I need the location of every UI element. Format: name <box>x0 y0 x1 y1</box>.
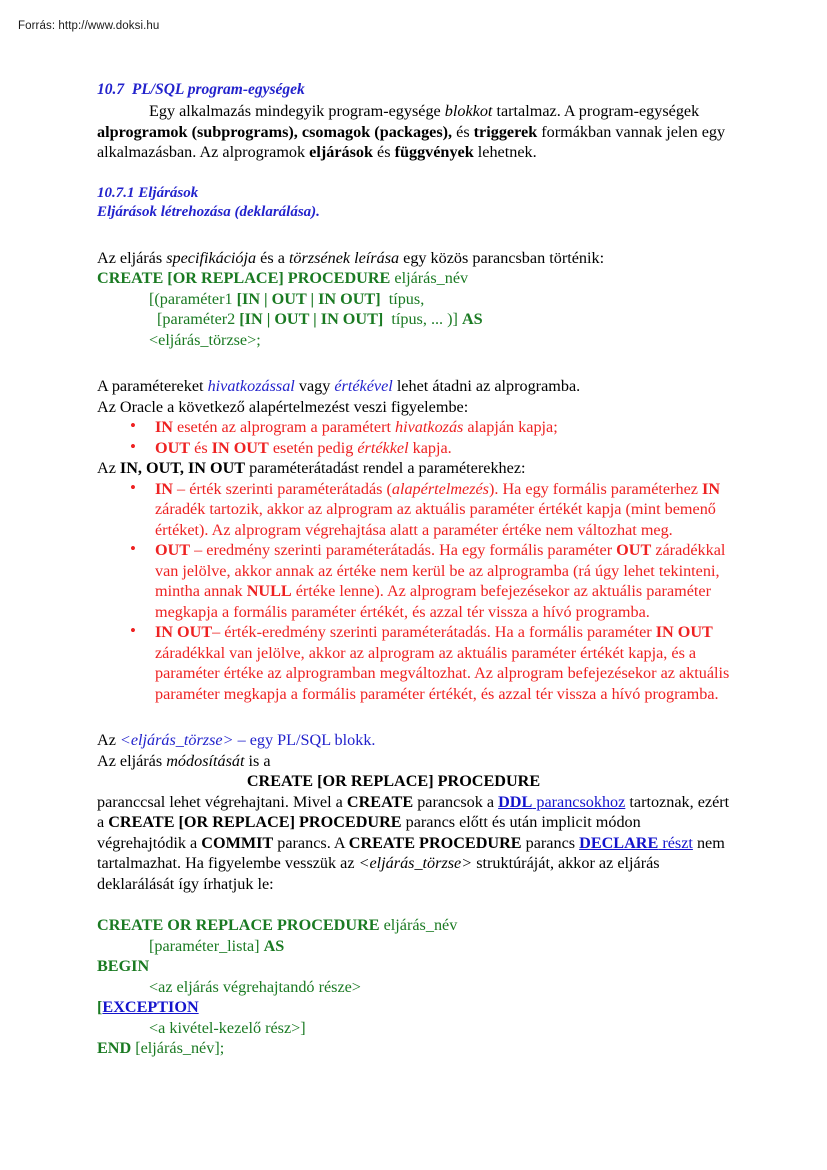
syntax-block-2-line-4: <az eljárás végrehajtandó része> <box>149 977 361 996</box>
mode-out-name: OUT <box>155 541 191 559</box>
bullet-inout-keyword: IN OUT <box>211 438 269 457</box>
bodydesc-text-4: is a <box>244 751 271 770</box>
mode-in-name: IN <box>155 479 173 498</box>
passing3-keywords: IN, OUT, IN OUT <box>119 459 246 477</box>
declare-link-rest: részt <box>658 833 693 852</box>
bodydesc-bold-create-procedure: CREATE PROCEDURE <box>348 833 522 852</box>
intro-text-6: lehetnek. <box>473 143 537 161</box>
bodydesc-bold-create: CREATE <box>346 792 414 811</box>
mode-in-bold-2: IN <box>702 479 721 498</box>
spec-emphasis-specifikacioja: specifikációja <box>166 248 257 267</box>
bodydesc-text-10: parancs <box>521 833 580 852</box>
syntax-1-modes-2: [IN | OUT | IN OUT] <box>239 310 384 328</box>
bodydesc-text-2: – egy PL/SQL blokk. <box>233 731 376 749</box>
mode-in-emphasis: alapértelmezés <box>391 479 489 498</box>
syntax-2-procedure-name: eljárás_név <box>379 916 458 934</box>
heading-10-7-title: PL/SQL program-egységek <box>131 81 305 98</box>
mode-in-seg-2: ). Ha egy formális paraméterhez <box>488 479 703 498</box>
bullet-in-keyword: IN <box>155 418 173 436</box>
syntax-block-1-line-3 <box>97 309 730 330</box>
bodydesc-text-3: Az eljárás <box>97 751 167 770</box>
mode-out-bold-2: OUT <box>616 541 652 559</box>
mode-out-seg-3: értéke lenne). Az alprogram befejezésekor az aktuális paraméter megkapja a formális paraméter értékét, és azzal tér vissza a hívó programba. <box>155 582 711 621</box>
intro-text-5: és <box>373 143 395 161</box>
bullet-out-text-3: kapja. <box>408 438 452 457</box>
mode-inout-bold-2: IN OUT <box>655 623 713 641</box>
exception-link[interactable] <box>102 998 198 1016</box>
mode-inout-seg-1: – érték-eredmény szerinti paraméterátadás. Ha a formális paraméter <box>212 623 656 641</box>
mode-out-bold-null: NULL <box>246 582 292 600</box>
intro-bold-fuggvenyek: függvények <box>394 143 474 161</box>
bullet-out-text-2: esetén pedig <box>268 438 358 457</box>
bodydesc-emphasis-modositasat: módosítását <box>166 751 245 770</box>
syntax-block-2-line-6: <a kivétel-kezelő rész>] <box>149 1018 306 1037</box>
paragraph-spec-intro <box>97 248 730 269</box>
heading-10-7-1-subtitle: Eljárások létrehozása (deklarálása). <box>97 203 320 220</box>
bodydesc-text-8: parancs előtt és után implicit módon végrehajtódik a <box>97 813 641 852</box>
spec-text-1: Az eljárás <box>97 248 167 267</box>
spacer <box>97 704 730 730</box>
syntax-1-create-keyword: CREATE [OR REPLACE] PROCEDURE <box>97 269 391 287</box>
mode-out-seg-2: záradékkal van jelölve, akkor annak az értéke nem kerül be az alprogramba (rá úgy lehet tekinteni, mintha annak <box>155 541 726 600</box>
list-item <box>97 622 730 704</box>
bullet-out-emphasis: értékkel <box>357 438 409 457</box>
syntax-1-type-1: típus, <box>380 289 425 308</box>
syntax-1-param2: [paraméter2 <box>153 310 240 328</box>
bodydesc-text-6: parancsok a <box>413 792 499 811</box>
spacer <box>97 222 730 248</box>
syntax-2-open-bracket: [ <box>97 998 103 1016</box>
syntax-1-param1: [(paraméter1 <box>149 289 237 308</box>
syntax-block-1-line-2 <box>97 289 730 310</box>
spec-emphasis-torzsenek: törzsének leírása <box>288 248 400 267</box>
passing3-text-1: Az <box>97 459 120 477</box>
spec-text-2: és a <box>256 248 289 267</box>
syntax-1-procedure-name: eljárás_név <box>390 269 469 287</box>
bullet-out-text-1: és <box>190 438 212 457</box>
bodydesc-bold-commit: COMMIT <box>201 833 274 852</box>
source-url-header: Forrás: http://www.doksi.hu <box>18 20 160 32</box>
intro-text-1: Egy alkalmazás mindegyik program-egysége <box>149 102 445 120</box>
bodydesc-text-9: parancs. A <box>273 833 349 852</box>
passing-emphasis-ertekevel: értékével <box>334 377 393 395</box>
syntax-block-2-line-5 <box>97 997 730 1018</box>
intro-text-2: tartalmaz. A program-egységek <box>492 102 700 120</box>
declare-reszt-link[interactable] <box>579 834 693 852</box>
intro-bold-eljarasok: eljárások <box>309 143 373 161</box>
syntax-1-type-2: típus, ... )] <box>383 310 462 328</box>
mode-in-seg-1: – érték szerinti paraméterátadás ( <box>173 479 392 498</box>
intro-text-3: és <box>452 122 474 141</box>
list-item <box>97 479 730 541</box>
syntax-2-param-list: [paraméter_lista] <box>149 936 264 955</box>
intro-text-4: formákban vannak jelen egy alkalmazásban. Az alprogramok <box>97 122 726 161</box>
paragraph-body-desc-1 <box>97 730 730 751</box>
syntax-block-1-line-1 <box>97 268 730 289</box>
mode-inout-seg-2: záradékkal van jelölve, akkor az alprogram az aktuális paraméter értékét kapja, és a paraméter értéke az alprogramban megváltozhat. Az alprogram befejezésekor az aktuális paraméter megkapja a formális paraméter értékét, és azzal tér vissza a hívó programba. <box>155 643 730 703</box>
bodydesc-emphasis-torzse: <eljárás_törzse> <box>119 731 234 749</box>
syntax-2-begin-keyword: BEGIN <box>97 957 150 975</box>
paragraph-passing-3 <box>97 458 730 479</box>
syntax-block-2-line-2 <box>97 936 730 957</box>
default-passing-list <box>97 417 730 458</box>
paragraph-body-desc-2 <box>97 751 730 772</box>
bodydesc-emphasis-torzse-2: <eljárás_törzse> <box>358 854 473 872</box>
passing-emphasis-hivatkozassal: hivatkozással <box>207 377 295 395</box>
mode-in-seg-3: záradék tartozik, akkor az alprogram az aktuális paraméter értékét kapja (mint bemenő értéket). Az alprogram végrehajtása alatt a paraméter értéke nem változhat meg. <box>155 500 716 539</box>
spacer <box>97 163 730 184</box>
passing-text-2: vagy <box>294 377 335 395</box>
heading-10-7-1: 10.7.1 Eljárások <box>97 184 199 201</box>
document-body <box>97 80 730 1059</box>
list-item <box>97 540 730 622</box>
bullet-in-text-2: alapján kapja; <box>463 418 558 436</box>
exception-link-label: EXCEPTION <box>102 998 199 1016</box>
spacer <box>97 894 730 915</box>
spacer <box>97 350 730 376</box>
heading-10-7 <box>97 80 730 99</box>
bodydesc-text-7: tartoznak, ezért a <box>97 792 730 831</box>
syntax-2-as-keyword: AS <box>263 936 285 955</box>
parameter-modes-list <box>97 479 730 705</box>
syntax-block-2-line-1 <box>97 915 730 936</box>
paragraph-passing-2: Az Oracle a következő alapértelmezést veszi figyelembe: <box>97 397 469 416</box>
paragraph-body-desc-3 <box>97 792 730 895</box>
ddl-link-rest: parancsokhoz <box>532 792 626 811</box>
passing-text-3: lehet átadni az alprogramba. <box>392 377 581 395</box>
list-item <box>97 438 730 459</box>
syntax-1-modes-1: [IN | OUT | IN OUT] <box>236 289 381 308</box>
syntax-2-end-name: [eljárás_név]; <box>131 1039 225 1057</box>
passing-text-1: A paramétereket <box>97 377 208 395</box>
bodydesc-text-1: Az <box>97 731 120 749</box>
declare-link-bold: DECLARE <box>579 833 659 852</box>
bullet-in-text-1: esetén az alprogram a paramétert <box>173 418 396 436</box>
syntax-2-create-keyword: CREATE OR REPLACE PROCEDURE <box>97 916 380 934</box>
list-item <box>97 417 730 438</box>
syntax-1-as-keyword: AS <box>461 310 483 328</box>
bodydesc-text-5: paranccsal lehet végrehajtani. Mivel a <box>97 792 347 811</box>
heading-10-7-number: 10.7 <box>97 81 125 98</box>
spec-text-3: egy közös parancsban történik: <box>399 248 605 267</box>
mode-inout-name: IN OUT <box>155 623 213 641</box>
bodydesc-bold-create-or-replace: CREATE [OR REPLACE] PROCEDURE <box>108 813 402 831</box>
ddl-link-bold: DDL <box>498 792 533 811</box>
bullet-in-emphasis: hivatkozás <box>395 418 464 436</box>
paragraph-intro <box>97 101 730 163</box>
syntax-block-2-line-3 <box>97 956 730 977</box>
syntax-2-end-keyword: END <box>97 1039 132 1057</box>
passing3-text-2: paraméterátadást rendel a paraméterekhez: <box>245 459 526 477</box>
paragraph-passing-1 <box>97 376 730 397</box>
intro-bold-triggerek: triggerek <box>473 122 538 141</box>
syntax-block-1-line-4: <eljárás_törzse>; <box>149 330 261 349</box>
ddl-parancsokhoz-link[interactable] <box>498 793 625 811</box>
intro-emphasis-blokkot: blokkot <box>444 102 493 120</box>
mode-out-seg-1: – eredmény szerinti paraméterátadás. Ha egy formális paraméter <box>190 541 617 559</box>
bullet-out-keyword: OUT <box>155 438 191 457</box>
bodydesc-text-11: nem tartalmazhat. Ha figyelembe vesszük az <box>97 833 725 872</box>
syntax-block-2-line-7 <box>97 1038 730 1059</box>
intro-bold-subprograms: alprogramok (subprograms), csomagok (packages), <box>97 122 453 141</box>
bodydesc-text-12: struktúráját, akkor az eljárás deklarálását így írhatjuk le: <box>97 854 660 893</box>
centered-create-statement: CREATE [OR REPLACE] PROCEDURE <box>246 772 541 790</box>
